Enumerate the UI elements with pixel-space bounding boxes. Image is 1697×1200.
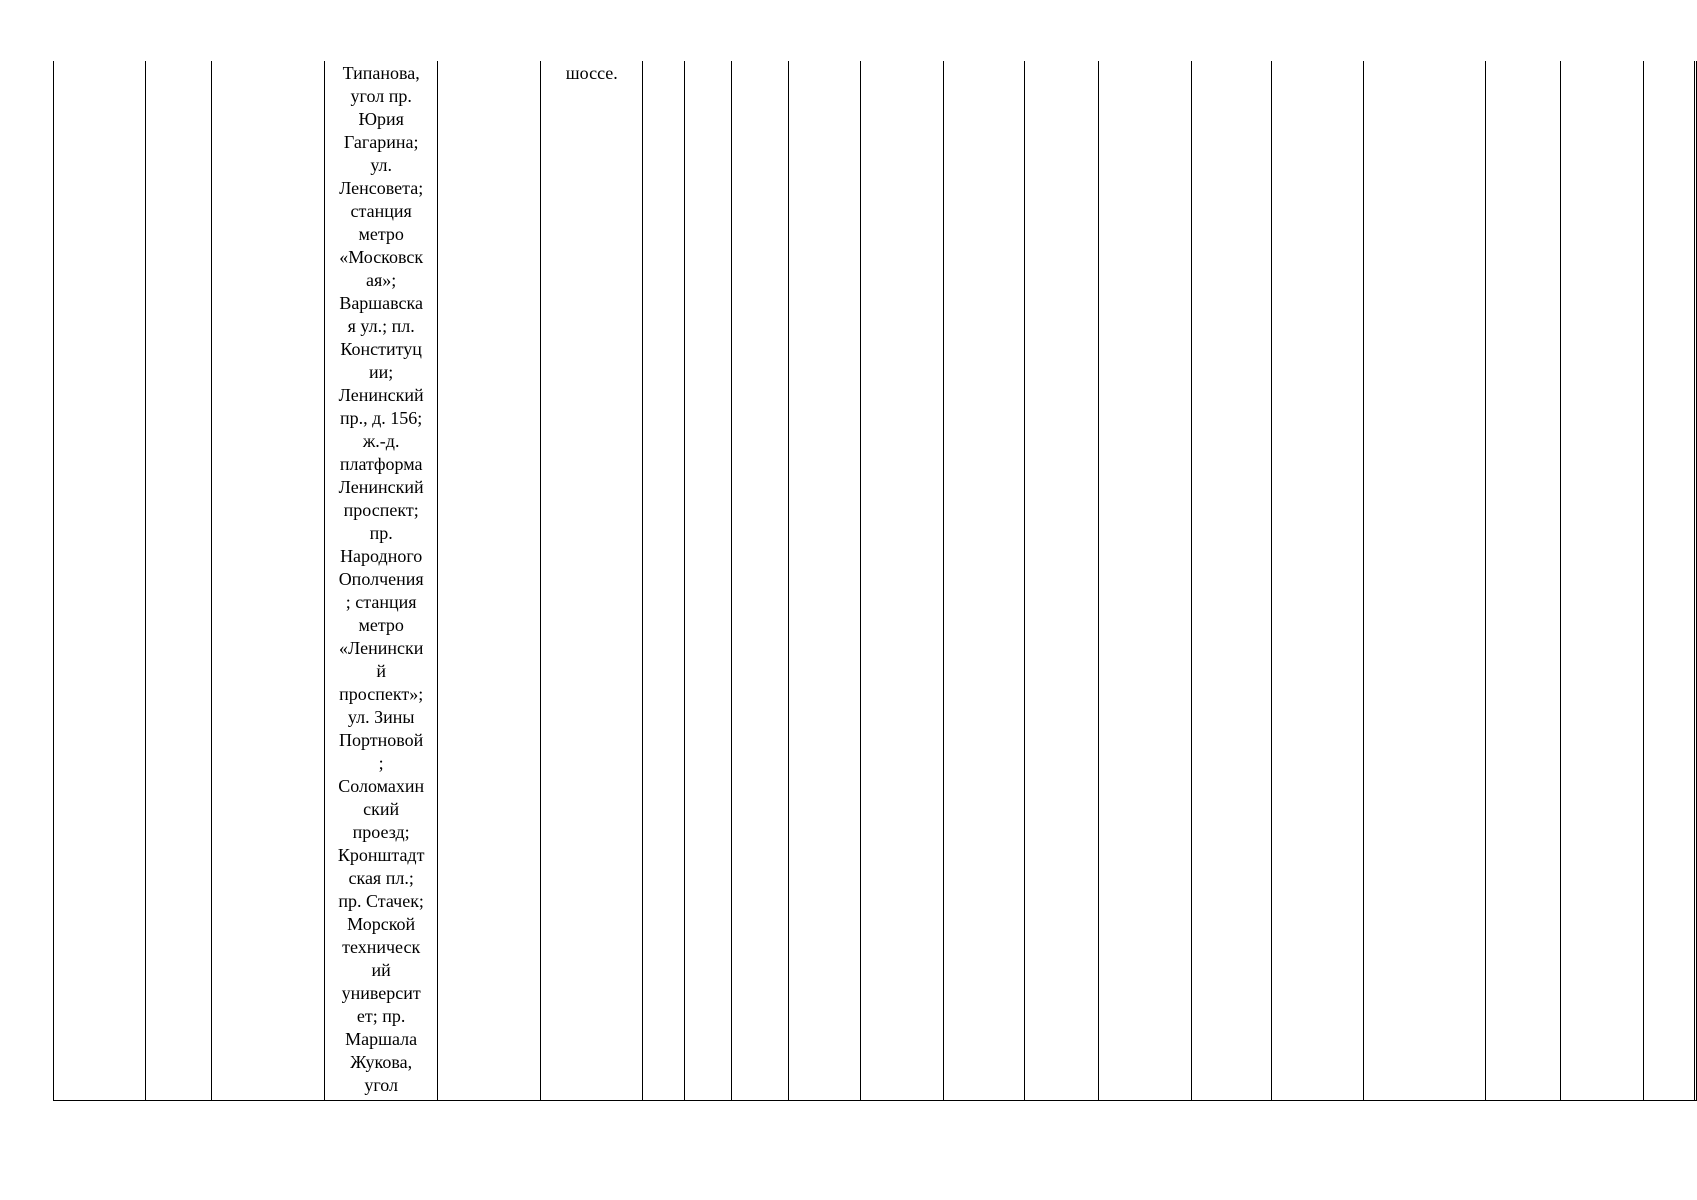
table-cell-route-end: [541, 61, 643, 1101]
table-cell-col-18: [1485, 61, 1560, 1101]
document-table: [53, 61, 1697, 1101]
table-cell-col-10: [789, 61, 861, 1101]
table-cell-col-17: [1363, 61, 1485, 1101]
table-cell-col-13: [1024, 61, 1098, 1101]
table-cell-col-14: [1098, 61, 1191, 1101]
table-cell-col-11: [861, 61, 944, 1101]
table-cell-col-3: [212, 61, 325, 1101]
table-cell-col-8: [685, 61, 732, 1101]
table-cell-col-2: [146, 61, 212, 1101]
table-cell-col-7: [643, 61, 685, 1101]
route-end-text: шоссе.: [565, 63, 618, 83]
table-cell-col-5: [438, 61, 541, 1101]
table-row: [54, 61, 1697, 1101]
table-cell-col-19: [1560, 61, 1643, 1101]
table-cell-col-21: [1694, 61, 1696, 1101]
table-cell-col-12: [944, 61, 1024, 1101]
table-cell-col-20: [1643, 61, 1694, 1101]
table-cell-col-16: [1271, 61, 1363, 1101]
table-cell-col-15: [1191, 61, 1271, 1101]
route-stops-text: Типанова, угол пр. Юрия Гагарина; ул. Ленсовета; станция метро «Московск ая»; Варшавска я ул.; пл. Конституц ии; Ленинский пр., д. 156; ж.-д. платформа Ленинский проспект; пр. Народного Ополчения ; станция метро «Ленински й проспект»; ул. Зины Портновой ; Соломахин ский проезд; Кронштадт ская пл.; пр. Стачек; Морской техническ ий университ ет; пр. Маршала Жукова, угол: [337, 63, 425, 1095]
table-cell-col-9: [732, 61, 789, 1101]
table-cell-route-stops: [325, 61, 438, 1101]
table-cell-col-1: [54, 61, 146, 1101]
